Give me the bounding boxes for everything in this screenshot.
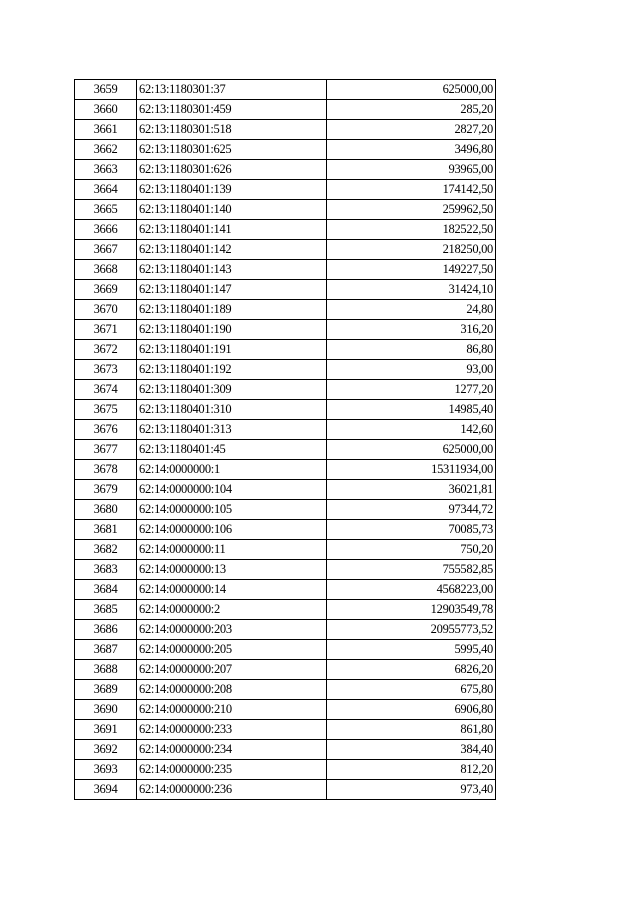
- cadastral-number-cell: 62:14:0000000:205: [137, 640, 327, 660]
- cadastral-value-cell: 285,20: [327, 100, 496, 120]
- row-number-cell: 3686: [75, 620, 137, 640]
- table-row: [75, 140, 496, 160]
- cadastral-value-cell: 3496,80: [327, 140, 496, 160]
- row-number-cell: 3681: [75, 520, 137, 540]
- cadastral-value-cell: 625000,00: [327, 440, 496, 460]
- row-number-cell: 3685: [75, 600, 137, 620]
- cadastral-value-cell: 142,60: [327, 420, 496, 440]
- cadastral-number-cell: 62:13:1180401:142: [137, 240, 327, 260]
- row-number-cell: 3691: [75, 720, 137, 740]
- cadastral-value-cell: 5995,40: [327, 640, 496, 660]
- table-row: [75, 120, 496, 140]
- row-number-cell: 3670: [75, 300, 137, 320]
- table-row: [75, 280, 496, 300]
- cadastral-number-cell: 62:14:0000000:210: [137, 700, 327, 720]
- cadastral-number-cell: 62:13:1180301:625: [137, 140, 327, 160]
- table-row: [75, 700, 496, 720]
- row-number-cell: 3674: [75, 380, 137, 400]
- cadastral-number-cell: 62:14:0000000:203: [137, 620, 327, 640]
- cadastral-value-cell: 675,80: [327, 680, 496, 700]
- cadastral-number-cell: 62:14:0000000:106: [137, 520, 327, 540]
- row-number-cell: 3664: [75, 180, 137, 200]
- table-row: [75, 680, 496, 700]
- row-number-cell: 3668: [75, 260, 137, 280]
- cadastral-value-table: [74, 79, 496, 800]
- table-row: [75, 720, 496, 740]
- row-number-cell: 3672: [75, 340, 137, 360]
- row-number-cell: 3679: [75, 480, 137, 500]
- cadastral-number-cell: 62:14:0000000:235: [137, 760, 327, 780]
- cadastral-value-cell: 750,20: [327, 540, 496, 560]
- cadastral-value-cell: 973,40: [327, 780, 496, 800]
- cadastral-number-cell: 62:13:1180401:141: [137, 220, 327, 240]
- row-number-cell: 3659: [75, 80, 137, 100]
- row-number-cell: 3687: [75, 640, 137, 660]
- table-row: [75, 580, 496, 600]
- row-number-cell: 3683: [75, 560, 137, 580]
- row-number-cell: 3666: [75, 220, 137, 240]
- table-row: [75, 520, 496, 540]
- row-number-cell: 3693: [75, 760, 137, 780]
- cadastral-value-cell: 97344,72: [327, 500, 496, 520]
- cadastral-value-cell: 384,40: [327, 740, 496, 760]
- row-number-cell: 3689: [75, 680, 137, 700]
- cadastral-number-cell: 62:13:1180401:190: [137, 320, 327, 340]
- table-row: [75, 180, 496, 200]
- cadastral-number-cell: 62:13:1180401:191: [137, 340, 327, 360]
- cadastral-number-cell: 62:13:1180401:310: [137, 400, 327, 420]
- table-row: [75, 420, 496, 440]
- row-number-cell: 3675: [75, 400, 137, 420]
- cadastral-value-cell: 86,80: [327, 340, 496, 360]
- cadastral-number-cell: 62:14:0000000:11: [137, 540, 327, 560]
- cadastral-number-cell: 62:13:1180301:626: [137, 160, 327, 180]
- cadastral-value-cell: 93,00: [327, 360, 496, 380]
- row-number-cell: 3690: [75, 700, 137, 720]
- table-row: [75, 220, 496, 240]
- cadastral-value-cell: 4568223,00: [327, 580, 496, 600]
- row-number-cell: 3665: [75, 200, 137, 220]
- cadastral-number-cell: 62:14:0000000:236: [137, 780, 327, 800]
- table-row: [75, 100, 496, 120]
- table-row: [75, 460, 496, 480]
- cadastral-value-cell: 625000,00: [327, 80, 496, 100]
- cadastral-value-cell: 812,20: [327, 760, 496, 780]
- table-row: [75, 600, 496, 620]
- cadastral-number-cell: 62:13:1180401:309: [137, 380, 327, 400]
- table-row: [75, 560, 496, 580]
- cadastral-number-cell: 62:14:0000000:14: [137, 580, 327, 600]
- table-row: [75, 500, 496, 520]
- cadastral-value-cell: 2827,20: [327, 120, 496, 140]
- cadastral-value-cell: 31424,10: [327, 280, 496, 300]
- row-number-cell: 3680: [75, 500, 137, 520]
- cadastral-number-cell: 62:13:1180301:518: [137, 120, 327, 140]
- cadastral-number-cell: 62:14:0000000:104: [137, 480, 327, 500]
- cadastral-value-cell: 259962,50: [327, 200, 496, 220]
- row-number-cell: 3682: [75, 540, 137, 560]
- table-row: [75, 640, 496, 660]
- row-number-cell: 3669: [75, 280, 137, 300]
- cadastral-number-cell: 62:14:0000000:207: [137, 660, 327, 680]
- cadastral-number-cell: 62:14:0000000:105: [137, 500, 327, 520]
- cadastral-value-cell: 218250,00: [327, 240, 496, 260]
- table-row: [75, 200, 496, 220]
- table-row: [75, 540, 496, 560]
- table-row: [75, 380, 496, 400]
- cadastral-number-cell: 62:14:0000000:13: [137, 560, 327, 580]
- cadastral-number-cell: 62:14:0000000:208: [137, 680, 327, 700]
- row-number-cell: 3678: [75, 460, 137, 480]
- cadastral-number-cell: 62:14:0000000:234: [137, 740, 327, 760]
- row-number-cell: 3688: [75, 660, 137, 680]
- table-row: [75, 740, 496, 760]
- cadastral-value-cell: 15311934,00: [327, 460, 496, 480]
- row-number-cell: 3677: [75, 440, 137, 460]
- row-number-cell: 3667: [75, 240, 137, 260]
- table-row: [75, 400, 496, 420]
- row-number-cell: 3660: [75, 100, 137, 120]
- row-number-cell: 3662: [75, 140, 137, 160]
- table-row: [75, 780, 496, 800]
- cadastral-value-cell: 316,20: [327, 320, 496, 340]
- cadastral-value-cell: 24,80: [327, 300, 496, 320]
- cadastral-number-cell: 62:14:0000000:233: [137, 720, 327, 740]
- row-number-cell: 3694: [75, 780, 137, 800]
- cadastral-number-cell: 62:13:1180401:143: [137, 260, 327, 280]
- cadastral-number-cell: 62:13:1180401:313: [137, 420, 327, 440]
- cadastral-number-cell: 62:13:1180301:37: [137, 80, 327, 100]
- cadastral-number-cell: 62:13:1180401:192: [137, 360, 327, 380]
- cadastral-number-cell: 62:13:1180401:139: [137, 180, 327, 200]
- cadastral-value-cell: 20955773,52: [327, 620, 496, 640]
- row-number-cell: 3684: [75, 580, 137, 600]
- row-number-cell: 3671: [75, 320, 137, 340]
- cadastral-value-cell: 174142,50: [327, 180, 496, 200]
- cadastral-number-cell: 62:13:1180401:147: [137, 280, 327, 300]
- cadastral-value-cell: 1277,20: [327, 380, 496, 400]
- cadastral-value-cell: 36021,81: [327, 480, 496, 500]
- table-row: [75, 480, 496, 500]
- cadastral-number-cell: 62:13:1180401:189: [137, 300, 327, 320]
- table-row: [75, 440, 496, 460]
- cadastral-number-cell: 62:13:1180301:459: [137, 100, 327, 120]
- cadastral-number-cell: 62:13:1180401:140: [137, 200, 327, 220]
- cadastral-number-cell: 62:14:0000000:2: [137, 600, 327, 620]
- row-number-cell: 3676: [75, 420, 137, 440]
- table-row: [75, 260, 496, 280]
- table-row: [75, 760, 496, 780]
- cadastral-value-cell: 182522,50: [327, 220, 496, 240]
- cadastral-number-cell: 62:13:1180401:45: [137, 440, 327, 460]
- cadastral-value-cell: 12903549,78: [327, 600, 496, 620]
- table-row: [75, 320, 496, 340]
- cadastral-value-cell: 861,80: [327, 720, 496, 740]
- cadastral-value-cell: 6826,20: [327, 660, 496, 680]
- row-number-cell: 3663: [75, 160, 137, 180]
- cadastral-value-cell: 70085,73: [327, 520, 496, 540]
- table-row: [75, 660, 496, 680]
- table-row: [75, 80, 496, 100]
- table-row: [75, 620, 496, 640]
- row-number-cell: 3692: [75, 740, 137, 760]
- table-body: [75, 80, 496, 800]
- cadastral-value-cell: 755582,85: [327, 560, 496, 580]
- cadastral-value-cell: 93965,00: [327, 160, 496, 180]
- table-row: [75, 340, 496, 360]
- row-number-cell: 3661: [75, 120, 137, 140]
- cadastral-value-cell: 6906,80: [327, 700, 496, 720]
- table-row: [75, 300, 496, 320]
- table-row: [75, 160, 496, 180]
- cadastral-value-cell: 149227,50: [327, 260, 496, 280]
- cadastral-number-cell: 62:14:0000000:1: [137, 460, 327, 480]
- table-row: [75, 360, 496, 380]
- row-number-cell: 3673: [75, 360, 137, 380]
- cadastral-value-cell: 14985,40: [327, 400, 496, 420]
- table-row: [75, 240, 496, 260]
